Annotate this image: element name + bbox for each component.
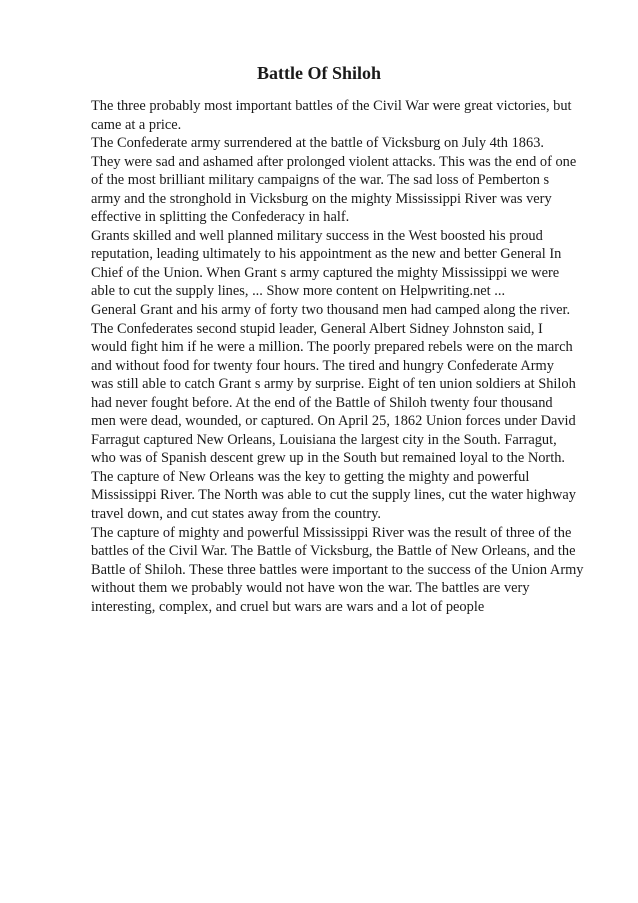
text-line: men were dead, wounded, or captured. On April 25, 1862 Union forces under David <box>91 413 576 430</box>
text-line: came at a price. <box>91 116 182 133</box>
text-line: interesting, complex, and cruel but wars are wars and a lot of people <box>91 598 485 615</box>
text-line: and without food for twenty four hours. The tired and hungry Confederate Army <box>91 357 554 374</box>
text-line: Battle of Shiloh. These three battles were important to the success of the Union Army <box>91 561 584 578</box>
text-line: battles of the Civil War. The Battle of Vicksburg, the Battle of New Orleans, and the <box>91 543 576 560</box>
text-line: The capture of New Orleans was the key to getting the mighty and powerful <box>91 468 530 485</box>
text-line: Farragut captured New Orleans, Louisiana the largest city in the South. Farragut, <box>91 431 557 448</box>
text-line: who was of Spanish descent grew up in the South but remained loyal to the North. <box>91 450 566 467</box>
text-line: General Grant and his army of forty two thousand men had camped along the river. <box>91 302 571 319</box>
text-line: reputation, leading ultimately to his appointment as the new and better General In <box>91 246 562 263</box>
text-line: of the most brilliant military campaigns of the war. The sad loss of Pemberton s <box>91 172 550 189</box>
text-line: They were sad and ashamed after prolonged violent attacks. This was the end of one <box>91 153 577 170</box>
text-line: army and the stronghold in Vicksburg on the mighty Mississippi River was very <box>91 190 552 207</box>
text-line: effective in splitting the Confederacy in half. <box>91 209 350 226</box>
text-line: Mississippi River. The North was able to cut the supply lines, cut the water highway <box>91 487 576 504</box>
text-line: The Confederate army surrendered at the battle of Vicksburg on July 4th 1863. <box>91 135 544 152</box>
body-text <box>91 97 591 616</box>
text-line: without them we probably would not have won the war. The battles are very <box>91 580 530 597</box>
text-line: was still able to catch Grant s army by surprise. Eight of ten union soldiers at Shiloh <box>91 376 576 393</box>
text-line: able to cut the supply lines, ... Show more content on Helpwriting.net ... <box>91 283 506 300</box>
text-line: Grants skilled and well planned military success in the West boosted his proud <box>91 227 543 244</box>
text-line: would fight him if he were a million. The poorly prepared rebels were on the march <box>91 339 573 356</box>
text-line: The capture of mighty and powerful Mississippi River was the result of three of the <box>91 524 572 541</box>
text-line: Chief of the Union. When Grant s army captured the mighty Mississippi we were <box>91 264 560 281</box>
text-line: The three probably most important battles of the Civil War were great victories, but <box>91 98 572 114</box>
text-line: The Confederates second stupid leader, General Albert Sidney Johnston said, I <box>91 320 543 337</box>
text-line: had never fought before. At the end of the Battle of Shiloh twenty four thousand <box>91 394 553 411</box>
page-title: Battle Of Shiloh <box>256 63 381 83</box>
text-line: travel down, and cut states away from the country. <box>91 506 381 523</box>
